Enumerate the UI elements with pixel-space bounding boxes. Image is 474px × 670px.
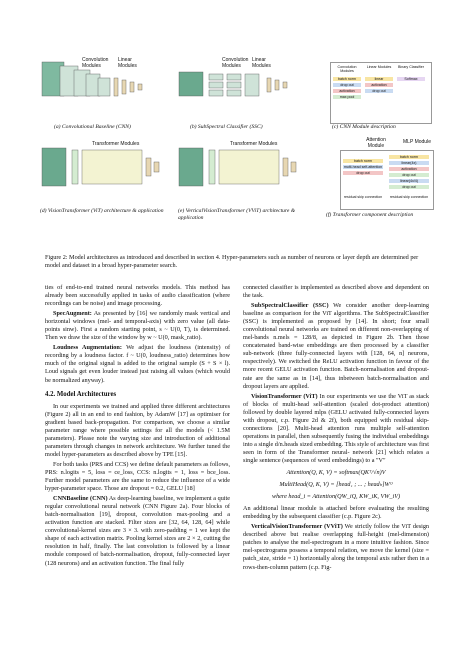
panel-f-caption: (f) Transformer component description	[326, 212, 414, 218]
cnn-item: activation	[365, 83, 393, 87]
tf-item: batch norm	[343, 159, 383, 163]
panel-f-diagram	[340, 150, 434, 210]
right-column	[243, 284, 429, 574]
paragraph	[243, 523, 429, 571]
panel-f-mlp-label: MLP Module	[403, 139, 431, 145]
equation-attention: Attention(Q, K, V) = softmax(QKᵀ/√n)V	[286, 469, 386, 477]
cnn-item: max pool	[333, 95, 361, 99]
tf-item: linear(4x/4)	[389, 179, 429, 183]
paragraph: For both tasks (PRS and CCS) we define default parameters as follows, PRS: n.logits = 5, loss = ce_loss, CCS: n.logits = 1, loss = bce_loss. Further model parameters are the same to reduce the influence of a wide hyper-parameter space. Those are dropout = 0.2, GELU [18]	[45, 460, 231, 493]
panel-d-caption: (d) VisionTransformer (ViT) architecture & application	[40, 208, 164, 214]
tf-item: drop out	[389, 185, 429, 189]
section-heading: 4.2. Model Architectures	[45, 390, 117, 398]
run-in-heading: VerticalVisionTransformer (VViT)	[251, 523, 343, 531]
panel-a-diagram	[40, 42, 170, 120]
cnn-item: linear	[365, 77, 393, 81]
paragraph	[243, 393, 429, 465]
panel-a-conv-label: Convolution Modules	[82, 57, 109, 69]
figure-2	[40, 42, 435, 252]
panel-a-caption: (a) Convolutional Baseline (CNN)	[54, 124, 131, 130]
paragraph: In our experiments we trained and applied three different architectures (Figure 2) all in an end to end fashion, by AdamW [17] as optimiser for gradient based back-propagation. For comparison, we choose a similar parameter range where possible settings for all the models (< 1.5M parameters). Please note the varying size and introduction of additional parameters through changes in network architecture. We further tuned the model hyper-parameters as described above by TPE [15].	[45, 402, 230, 458]
cnn-item: drop out	[333, 83, 361, 87]
cnn-item: batch norm	[333, 77, 361, 81]
run-in-heading: SubSpectralClassifier (SSC)	[251, 302, 329, 310]
paragraph: An additional linear module is attached before evaluating the resulting embedding by the subsequent classifier (c.p. Figure 2c).	[243, 505, 429, 521]
equation-multihead: MultiHead(Q, K, V) = [head₁ ; ... ; headₕ]Wᴼ	[279, 481, 393, 489]
tf-item: residual skip connection	[343, 195, 383, 199]
paragraph-text: As presented by [16] we randomly mask vertical and horizontal windows (mel- and temporal-axis) with zero value (all data-points sinw). First a random starting point, s ~ U(0, T), is determined. Then we draw the size of the window by w ~ U(0, mask_ratio).	[45, 310, 230, 342]
figure-caption: Figure 2: Model architectures as introduced and described in section 4. Hyper-parameters such as number of neurons or layer depth are determined per model and dataset in a broad hyper-parameter search.	[45, 254, 419, 269]
cnn-item: activation	[333, 89, 361, 93]
cnn-item: Softmax	[397, 77, 425, 81]
panel-e-caption: (e) VerticalVisionTransformer (VViT) architecture & application	[178, 208, 296, 221]
tf-item: multi-head self-attention	[343, 165, 383, 169]
panel-d-diagram	[40, 142, 170, 204]
panel-d-transformer-label: Transformer Modules	[92, 141, 140, 147]
panel-c-caption: (c) CNN Module description	[332, 124, 396, 130]
paragraph: ties of end-to-end trained neural networks models. This method has already been successfully applied in tasks of audio classification (where recordings can be noise) and image processing.	[45, 284, 230, 308]
tf-item: drop out	[343, 171, 383, 175]
paragraph-text: In our experiments we use the ViT as stack of blocks of multi-head self-attention (scaled dot-product attention) followed by double layered mlps (GELU activated fully-connected layers with dropout, c.p. Figure 2d & 2f), both equipped with residual skip-connections [20]. Multi-head attention runs multiple self-attention operations in parallel, then subsequently fusing the individual embeddings into a single d/n.heads sized embedding. This style of architecture was first seen in form of the Transformer neural- network [21] which relates a single sentence (sequences of word embeddings) to a "V"	[243, 392, 430, 464]
cnn-item: Binary Classifier	[398, 65, 424, 69]
paragraph	[45, 344, 230, 384]
paragraph	[243, 302, 429, 391]
tf-item: linear(4x)	[389, 161, 429, 165]
paragraph	[45, 495, 230, 567]
tf-item: residual skip connection	[389, 195, 429, 199]
panel-c-diagram	[330, 62, 432, 124]
paragraph-text: We strictly follow the ViT design described above but realise overlapping full-height (mel-dimension) patches to analyse the mel-spectrogram in a more intuitive fashion. Since mel-spectrograms possess a temporal relation, we move the kernel (size = patch_size, stride = 1) horizontally along the temporal axis rather then in a rows-then-column pattern (c.p. Fig-	[243, 523, 430, 571]
panel-b-caption: (b) SubSpectral Classifier (SSC)	[190, 124, 263, 130]
panel-b-linear-label: Linear Modules	[252, 57, 271, 69]
tf-item: drop out	[389, 173, 429, 177]
cnn-item: Linear Modules	[366, 65, 392, 69]
run-in-heading: Loudness Augmentation:	[53, 344, 122, 352]
tf-item: activation	[389, 167, 429, 171]
run-in-heading: CNNBaseline (CNN)	[53, 495, 108, 503]
paragraph-text: We consider another deep-learning baseline as comparison for the ViT algorithms. The SubSpectralClassifier (SSC) is implemented as proposed by [14]. In short; four small convolutional neural networks are trained on different non-overlapping of mel-bands n.mels = 128/8, as depicted in Figure 2b. Then those concatenated band-wise embeddings are then processed by a classifier sub-network (three fully-connected layers with [128, 64, n] neurons, respectively). We switched the ReLU activation function in favour of the more recent GELU activation function. Batch-normalisation and dropout-rate are the same as in [14], thus inbetween batch-normalisation and dropout layers are applied.	[243, 302, 429, 390]
paragraph: connected classifier is implemented as described above and dependent on the task.	[243, 284, 429, 300]
paragraph-text: As deep-learning baseline, we implement a quite regular convolutional neural network (CNN Figure 2a). Four blocks of batch-normalisation [19], dropout, convolution max-pooling and a activation function are stacked. Filter sizes are [32, 64, 128, 64] while convolutional-kernel sizes are 3 × 3. with zero-padding = 1 we kept the shape of each activation matrix. Pooling kernel sizes are 2 × 2, cutting the resolution in half, finally. The last convolution is followed by a linear module composed of batch-normalisation, dropout, fully-connected layer (128 neurons) and an activation function. The final fully	[45, 495, 230, 567]
cnn-item: Convolution Modules	[337, 65, 357, 73]
panel-a-linear-label: Linear Modules	[118, 57, 137, 69]
run-in-heading: VisionTransformer (ViT)	[251, 392, 318, 400]
left-column	[45, 284, 230, 570]
panel-b-diagram	[175, 42, 310, 120]
run-in-heading: SpecAugment:	[53, 310, 92, 318]
panel-b-conv-label: Convolution Modules	[222, 57, 249, 69]
equation-head: where head_i = Attention(QW_iQ, KW_iK, VW_iV)	[271, 493, 401, 501]
paragraph	[45, 310, 230, 342]
tf-item: batch norm	[389, 155, 429, 159]
paragraph-text: We adjust the loudness (intensity) of recording by a loudness factor. f ~ U(0, loudness_ratio) determines how much of the original signal is added to the original sample (S + S × l). Loud signals get even louder instead just raising all values (which would be normalized anyway).	[45, 344, 231, 384]
panel-e-diagram	[175, 142, 310, 204]
panel-f-attention-label: Attention Module	[366, 137, 386, 149]
cnn-item: drop out	[365, 89, 393, 93]
panel-e-transformer-label: Transformer Modules	[230, 141, 278, 147]
